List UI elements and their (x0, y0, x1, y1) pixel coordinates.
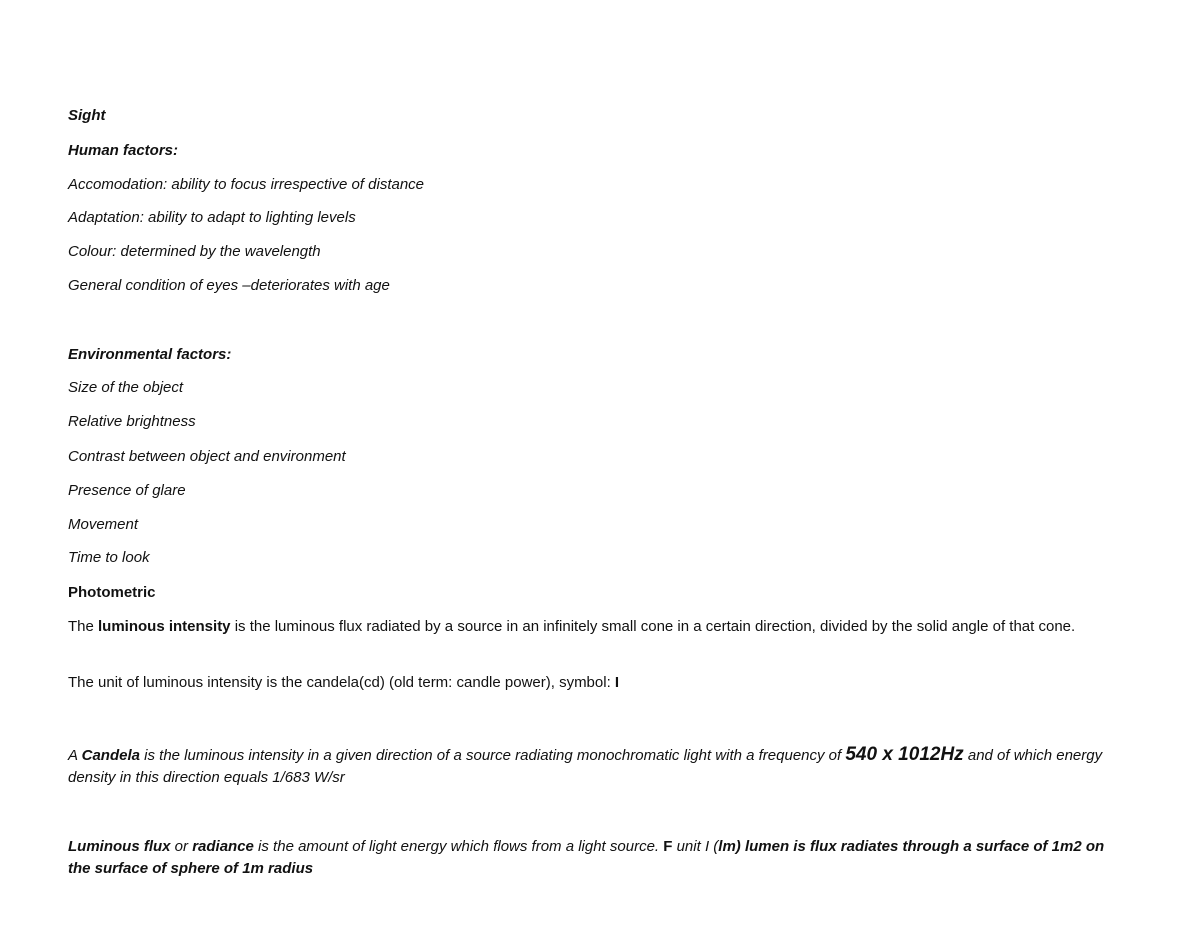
frequency-value: 540 x 1012Hz (845, 744, 964, 765)
intensity-symbol: I (614, 674, 620, 691)
environmental-factor-item: Movement (68, 516, 139, 533)
environmental-factor-item: Relative brightness (68, 413, 196, 430)
luminous-flux-paragraph (68, 836, 1128, 880)
human-factor-item: General condition of eyes –deteriorates with age (68, 277, 390, 294)
paragraph-text: or (170, 838, 193, 855)
photometric-heading: Photometric (68, 584, 156, 601)
candela-unit-paragraph (68, 673, 619, 693)
term-luminous-intensity: luminous intensity (98, 618, 231, 635)
human-factor-item: Colour: determined by the wavelength (68, 243, 321, 260)
flux-symbol: F (663, 838, 673, 855)
paragraph-text: is the luminous intensity in a given direction of a source radiating monochromatic light with a frequency of (139, 747, 846, 764)
term-radiance: radiance (192, 838, 254, 855)
environmental-factor-item: Size of the object (68, 379, 184, 396)
paragraph-text: is the amount of light energy which flows from a light source. (253, 838, 664, 855)
paragraph-text: and of which energy density in this direction equals 1/683 W/sr (68, 747, 1103, 786)
sight-heading: Sight (68, 107, 106, 124)
human-factors-heading: Human factors: (68, 142, 179, 159)
paragraph-text: The (68, 618, 99, 635)
environmental-factor-item: Contrast between object and environment (68, 448, 346, 465)
term-luminous-flux: Luminous flux (68, 838, 171, 855)
paragraph-text: unit I ( (672, 838, 719, 855)
paragraph-text: is the luminous flux radiated by a source in an infinitely small cone in a certain direction, divided by the solid angle of that cone. (230, 618, 1076, 635)
term-candela: Candela (81, 747, 140, 764)
paragraph-text: The unit of luminous intensity is the candela(cd) (old term: candle power), symbol: (68, 674, 615, 691)
environmental-factors-heading: Environmental factors: (68, 346, 232, 363)
lumen-definition: lm) lumen is flux radiates through a surface of 1m2 on the surface of sphere of 1m radius (68, 838, 1105, 877)
human-factor-item: Accomodation: ability to focus irrespective of distance (68, 176, 425, 193)
human-factor-item: Adaptation: ability to adapt to lighting levels (68, 209, 356, 226)
luminous-intensity-paragraph (68, 616, 1128, 638)
paragraph-text: A (68, 747, 82, 764)
environmental-factor-item: Time to look (68, 549, 150, 566)
environmental-factor-item: Presence of glare (68, 482, 186, 499)
candela-definition-paragraph (68, 744, 1128, 789)
